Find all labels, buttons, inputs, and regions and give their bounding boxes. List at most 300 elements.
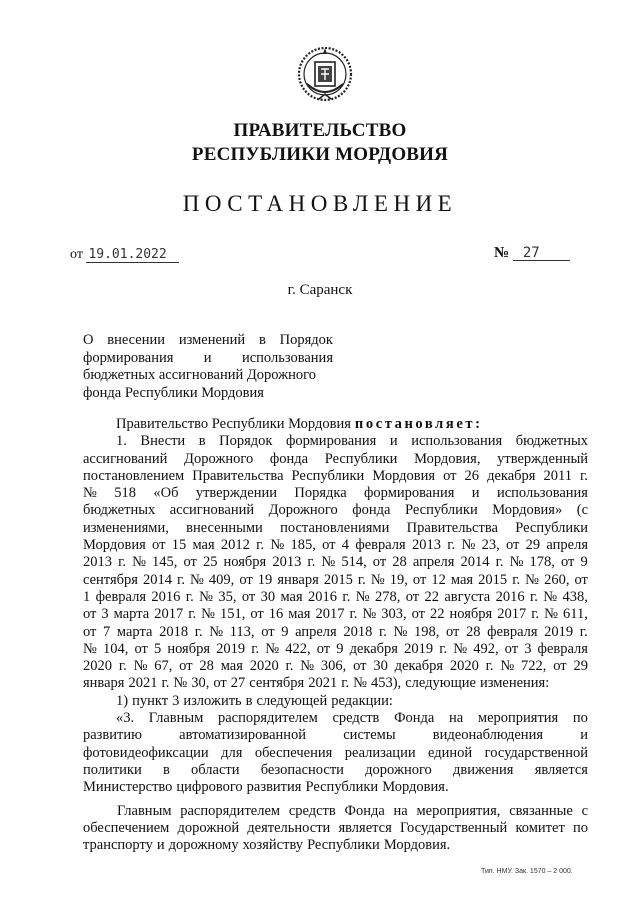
body-line <box>83 779 588 796</box>
body-word: г. <box>485 658 494 675</box>
city: г. Саранск <box>287 282 353 298</box>
body-word: 113, <box>229 623 255 640</box>
body-word: г. <box>256 537 265 554</box>
body-word: Республики <box>515 519 588 536</box>
subject-word: и <box>203 349 212 366</box>
body-word: 2012 <box>220 537 250 554</box>
body-word: февраля <box>95 588 147 605</box>
body-word: от <box>250 606 264 623</box>
body-word: 198, <box>413 623 440 640</box>
body-word: хозяйству <box>242 837 304 854</box>
body-word: Мордовия <box>83 537 146 554</box>
body-word: 260, <box>544 571 570 588</box>
body-word: г. <box>251 640 260 657</box>
body-word: утверждении <box>195 485 277 502</box>
body-word: комитет <box>515 819 565 836</box>
body-word: Дорожного <box>268 502 338 519</box>
body-word: г. <box>285 658 294 675</box>
body-word: пункт <box>132 692 169 709</box>
body-word: развитию <box>83 727 142 744</box>
body-word: января <box>277 571 319 588</box>
body-word: 2021 <box>308 675 338 692</box>
body-word: Республики <box>324 450 398 467</box>
body-word: 2016 <box>308 588 338 605</box>
body-word: 306, <box>320 658 347 675</box>
preamble-text: Правительство Республики Мордовия <box>116 416 351 432</box>
body-word: № <box>83 485 97 502</box>
body-word: 453), <box>370 675 402 692</box>
body-word: средств <box>332 710 380 727</box>
body-word: Мордовия» <box>492 502 563 519</box>
body-word: постановлением <box>83 467 185 484</box>
body-word: 278, <box>374 588 401 605</box>
body-word: № <box>362 606 377 623</box>
body-line <box>83 641 588 658</box>
body-word: безопасности <box>260 761 344 778</box>
body-word: средств <box>288 802 336 819</box>
body-word: г. <box>349 606 358 623</box>
body-word: от <box>504 640 519 657</box>
body-word: от <box>183 554 197 571</box>
body-word: 2013 <box>83 554 112 571</box>
body-word: 514, <box>341 554 367 571</box>
body-word: мая <box>192 537 215 554</box>
body-word: мая <box>220 658 243 675</box>
body-word: и <box>580 727 588 744</box>
body-line <box>83 693 588 710</box>
body-word: Государственный <box>399 819 508 836</box>
body-word: Порядка <box>294 485 347 502</box>
body-line <box>83 837 588 854</box>
body-word: фотовидеофиксации <box>83 744 209 761</box>
body-word: использования <box>411 433 503 450</box>
body-word: от <box>445 623 460 640</box>
date-value: 19.01.2022 <box>86 248 178 263</box>
body-word: 28 <box>199 658 214 675</box>
body-line <box>83 762 588 779</box>
number-prefix: № <box>494 245 510 261</box>
body-word: Главным <box>148 710 204 727</box>
body-word: апреля <box>412 554 455 571</box>
body-word: 9 <box>281 623 289 640</box>
body-word: г. <box>447 537 456 554</box>
body-line <box>83 710 588 727</box>
body-word: политики <box>83 761 142 778</box>
body-word: г. <box>188 606 197 623</box>
body-word: от <box>353 658 367 675</box>
body-word: 178, <box>529 554 555 571</box>
body-line <box>83 451 588 468</box>
body-word: мая <box>450 571 474 588</box>
body-word: января <box>83 675 125 692</box>
body-word: видеонаблюдения <box>432 727 543 744</box>
body-word: ноября <box>449 606 493 623</box>
body-word: фонда <box>269 450 309 467</box>
body-word: дорожной <box>177 819 240 836</box>
body-word: и <box>471 485 480 502</box>
subject-word: в <box>258 332 266 348</box>
body-word: Порядок <box>219 433 273 450</box>
body-line <box>83 433 588 450</box>
body-word: от <box>239 571 253 588</box>
body-word: № <box>393 623 408 640</box>
body-word: ассигнований <box>83 450 168 467</box>
subject-word: внесении <box>107 332 166 348</box>
body-word: г. <box>378 623 387 640</box>
body-word: 2014 <box>460 554 490 571</box>
body-word: Мордовия <box>372 467 436 484</box>
body-word: февраля <box>487 623 538 640</box>
body-word: «3. <box>116 710 135 727</box>
body-word: 67, <box>154 658 173 675</box>
body-line <box>83 485 588 502</box>
body-word: г. <box>118 658 127 675</box>
body-word: г. <box>357 571 366 588</box>
body-word: 4 <box>341 537 350 554</box>
body-word: от <box>443 467 457 484</box>
body-word: от <box>561 554 575 571</box>
body-word: № <box>265 640 280 657</box>
subject-word: фонда Республики Мордовия <box>83 384 264 401</box>
body-word: марта <box>113 606 150 623</box>
body-word: 26 <box>464 467 480 484</box>
body-word: 29 <box>573 658 588 675</box>
body-line <box>83 820 588 837</box>
body-word: от <box>316 640 331 657</box>
body-word: г. <box>177 571 185 588</box>
body-word: дорожному <box>168 837 239 854</box>
body-word: изменениями, <box>83 519 169 536</box>
body-word: редакции: <box>331 692 393 709</box>
subject-line <box>83 332 333 350</box>
body-word: № <box>544 606 558 623</box>
body-word: 438, <box>562 588 588 605</box>
subject-word: изменений <box>178 332 246 348</box>
organization-name-line1: ПРАВИТЕЛЬСТВО <box>233 120 407 141</box>
body-word: деятельности <box>247 819 331 836</box>
body-word: 1 <box>83 588 91 605</box>
body-word: апреля <box>546 537 588 554</box>
body-word: апреля <box>295 623 337 640</box>
body-word: мая <box>288 606 311 623</box>
body-word: 25 <box>202 554 218 571</box>
body-word: от <box>372 554 387 571</box>
body-line <box>83 537 588 554</box>
body-word: 9 <box>580 554 588 571</box>
body-word: Министерство <box>83 779 173 796</box>
body-word: по <box>572 710 588 727</box>
body-word: изложить <box>183 692 242 709</box>
body-word: № <box>132 554 146 571</box>
body-word: от <box>405 588 420 605</box>
body-word: г. <box>495 554 504 571</box>
body-word: 2019 <box>216 640 246 657</box>
body-word: 5 <box>153 640 162 657</box>
body-word: 1) <box>116 692 129 709</box>
body-word: 2016 <box>495 588 525 605</box>
body-word: 145, <box>152 554 178 571</box>
body-word: г. <box>342 588 351 605</box>
body-word: 2019 <box>544 623 574 640</box>
body-word: 2020 <box>83 658 112 675</box>
body-word: № <box>509 554 524 571</box>
body-word: № <box>300 658 315 675</box>
body-word: обеспечения <box>254 744 333 761</box>
body-word: 2013 <box>272 554 302 571</box>
body-line <box>83 745 588 762</box>
body-line <box>83 554 588 571</box>
body-word: единой <box>428 744 473 761</box>
body-word: № <box>525 571 540 588</box>
body-word: № <box>173 675 188 692</box>
body-word: следующие <box>405 675 476 692</box>
body-word: г. <box>531 606 540 623</box>
body-word: ассигнований <box>169 502 255 519</box>
body-word: использования <box>496 485 588 502</box>
body-word: г. <box>194 623 203 640</box>
body-word: сентября <box>249 675 305 692</box>
body-word: системы <box>343 727 396 744</box>
body-word: цифрового <box>176 779 243 796</box>
body-word: развития <box>246 779 302 796</box>
body-word: № <box>543 588 558 605</box>
body-word: № <box>133 658 148 675</box>
body-line <box>83 468 588 485</box>
body-word: февраля <box>537 640 588 657</box>
body-word: Республики <box>404 502 478 519</box>
body-word: Мордовия, <box>414 450 481 467</box>
body-word: 15 <box>171 537 187 554</box>
body-word: декабря <box>394 658 443 675</box>
subject-line <box>83 367 333 385</box>
body-word: г. <box>185 588 194 605</box>
body-word: 722, <box>521 658 547 675</box>
body-word: в <box>162 761 170 778</box>
body-word: 28 <box>466 623 481 640</box>
body-word: 409, <box>208 571 235 588</box>
subject-line <box>83 385 333 403</box>
body-word: от <box>83 606 97 623</box>
body-word: 2017 <box>154 606 184 623</box>
body-word: 2015 <box>323 571 353 588</box>
body-word: 104, <box>102 640 129 657</box>
body-word: 30, <box>191 675 210 692</box>
body-word: 2014 <box>142 571 172 588</box>
body-word: реализации <box>344 744 416 761</box>
subject-word: Порядок <box>279 332 333 348</box>
body-word: от <box>505 537 520 554</box>
body-word: 7 <box>103 623 111 640</box>
body-word: с <box>581 802 588 819</box>
body-word: 16 <box>268 606 284 623</box>
date-prefix: от <box>70 247 83 262</box>
body-word: внесенными <box>186 519 263 536</box>
body-word: 29 <box>525 537 541 554</box>
body-word: 2013 <box>411 537 441 554</box>
body-word: 2020 <box>249 658 279 675</box>
body-word: от <box>152 537 166 554</box>
body-word: № <box>500 658 515 675</box>
body-word: 2020 <box>449 658 479 675</box>
body-word: № <box>201 606 215 623</box>
body-word: государственной <box>484 744 588 761</box>
body-word: и <box>156 837 165 854</box>
body-word: Республики <box>291 467 365 484</box>
body-word: изменения: <box>479 675 550 692</box>
subject-word: формирования <box>83 349 174 366</box>
body-word: Мордовия. <box>383 837 451 854</box>
body-line <box>83 803 588 820</box>
body-word: от <box>213 675 227 692</box>
body-word: Фонда <box>394 710 435 727</box>
number-value: 27 <box>513 246 570 261</box>
body-word: ноября <box>223 554 267 571</box>
body-word: 185, <box>290 537 316 554</box>
body-line <box>83 502 588 519</box>
body-word: № <box>270 537 285 554</box>
body-word: от <box>553 658 567 675</box>
body-word: мероприятия <box>477 710 559 727</box>
body-word: 2018 <box>343 623 373 640</box>
coat-of-arms-emblem <box>295 44 355 106</box>
body-line <box>83 727 588 744</box>
body-word: декабря <box>349 640 398 657</box>
body-word: № <box>83 640 97 657</box>
body-word: от <box>411 606 425 623</box>
body-word: транспорту <box>83 837 153 854</box>
body-word: 30 <box>260 588 276 605</box>
body-word: от <box>261 623 275 640</box>
body-word: от <box>83 623 97 640</box>
body-word: и <box>389 433 398 450</box>
body-word: 12 <box>431 571 446 588</box>
body-word: 19, <box>389 571 408 588</box>
print-imprint: Тип. НМУ. Зак. 1570 – 2 000. <box>481 868 573 875</box>
body-word: формирования <box>285 433 377 450</box>
body-word: распорядителем <box>217 710 318 727</box>
body-word: фонда <box>352 502 391 519</box>
body-line <box>83 624 588 641</box>
body-word: № <box>461 537 476 554</box>
body-word: декабря <box>487 467 536 484</box>
body-word: от <box>241 588 256 605</box>
body-word: является <box>534 761 588 778</box>
body-line <box>83 589 588 606</box>
body-word: ноября <box>167 640 211 657</box>
body-word: автоматизированной <box>179 727 307 744</box>
document-number <box>494 245 570 262</box>
body-word: 2011 <box>543 467 572 484</box>
body-word: № <box>453 640 468 657</box>
body-word: Республики <box>307 837 380 854</box>
body-word: № <box>355 588 370 605</box>
body-word: 303, <box>381 606 407 623</box>
preamble <box>83 416 588 433</box>
body-word: 28 <box>392 554 407 571</box>
body-line <box>83 658 588 675</box>
body-word: «Об <box>153 485 179 502</box>
body-word: обеспечением <box>83 819 170 836</box>
body-word: Мордовия. <box>382 779 449 796</box>
body-word: марта <box>116 623 153 640</box>
body-word: 9 <box>336 640 344 657</box>
body-word: 30 <box>373 658 388 675</box>
body-word: от <box>574 571 588 588</box>
body-word: утвержденный <box>497 450 588 467</box>
body-word: (с <box>576 502 588 519</box>
body-word: от <box>322 537 336 554</box>
body-word: бюджетных <box>515 433 588 450</box>
body-word: г. <box>307 554 316 571</box>
body-line <box>83 572 588 589</box>
body-word: № <box>190 571 204 588</box>
body-line <box>83 675 588 692</box>
body-line <box>83 520 588 537</box>
body-word: 2018 <box>159 623 189 640</box>
body-word: распорядителем <box>180 802 281 819</box>
body-word: движения <box>453 761 514 778</box>
body-word: от <box>179 658 193 675</box>
body-word: 422, <box>285 640 311 657</box>
body-word: 35, <box>218 588 237 605</box>
body-word: февраля <box>355 537 406 554</box>
body-word: г. <box>529 588 538 605</box>
subject-word: бюджетных ассигнований Дорожного <box>83 367 316 383</box>
body-word: № <box>321 554 336 571</box>
body-word: № <box>209 623 224 640</box>
body-word: для <box>221 744 243 761</box>
body-word: № <box>370 571 385 588</box>
body-word: 611, <box>562 606 588 623</box>
body-word: области <box>191 761 240 778</box>
document-type: ПОСТАНОВЛЕНИЕ <box>182 191 458 216</box>
subject-word: использования <box>241 349 333 366</box>
body-word: Правительства <box>406 519 498 536</box>
body-word: постановлениями <box>280 519 390 536</box>
body-word: Республики <box>305 779 379 796</box>
body-word: г. <box>118 554 127 571</box>
body-word: 2015 <box>478 571 508 588</box>
body-word: Внести <box>140 433 186 450</box>
body-word: является <box>338 819 392 836</box>
body-word: сентября <box>83 571 138 588</box>
body-word: г. <box>439 640 448 657</box>
body-word: № <box>353 675 367 692</box>
body-word: бюджетных <box>83 502 156 519</box>
body-word: 2019 <box>404 640 434 657</box>
body-word: г. <box>512 571 521 588</box>
body-word: Дорожного <box>184 450 254 467</box>
body-word: 23, <box>481 537 500 554</box>
body-word: г. <box>161 675 170 692</box>
body-word: Правительства <box>192 467 284 484</box>
body-word: 2017 <box>497 606 527 623</box>
subject-line <box>83 350 333 368</box>
body-word: Фонда <box>344 802 385 819</box>
body-word: 3 <box>172 692 180 709</box>
body-word: 2017 <box>315 606 345 623</box>
body-word: на <box>393 802 408 819</box>
body-word: г. <box>341 675 350 692</box>
body-word: по <box>572 819 588 836</box>
body-word: 2021 <box>128 675 158 692</box>
subject-word: О <box>83 332 94 348</box>
body-word: мая <box>280 588 303 605</box>
body-word: формирования <box>364 485 455 502</box>
body-word: 3 <box>524 640 532 657</box>
body-word: 518 <box>114 485 136 502</box>
document-subject <box>83 332 333 402</box>
